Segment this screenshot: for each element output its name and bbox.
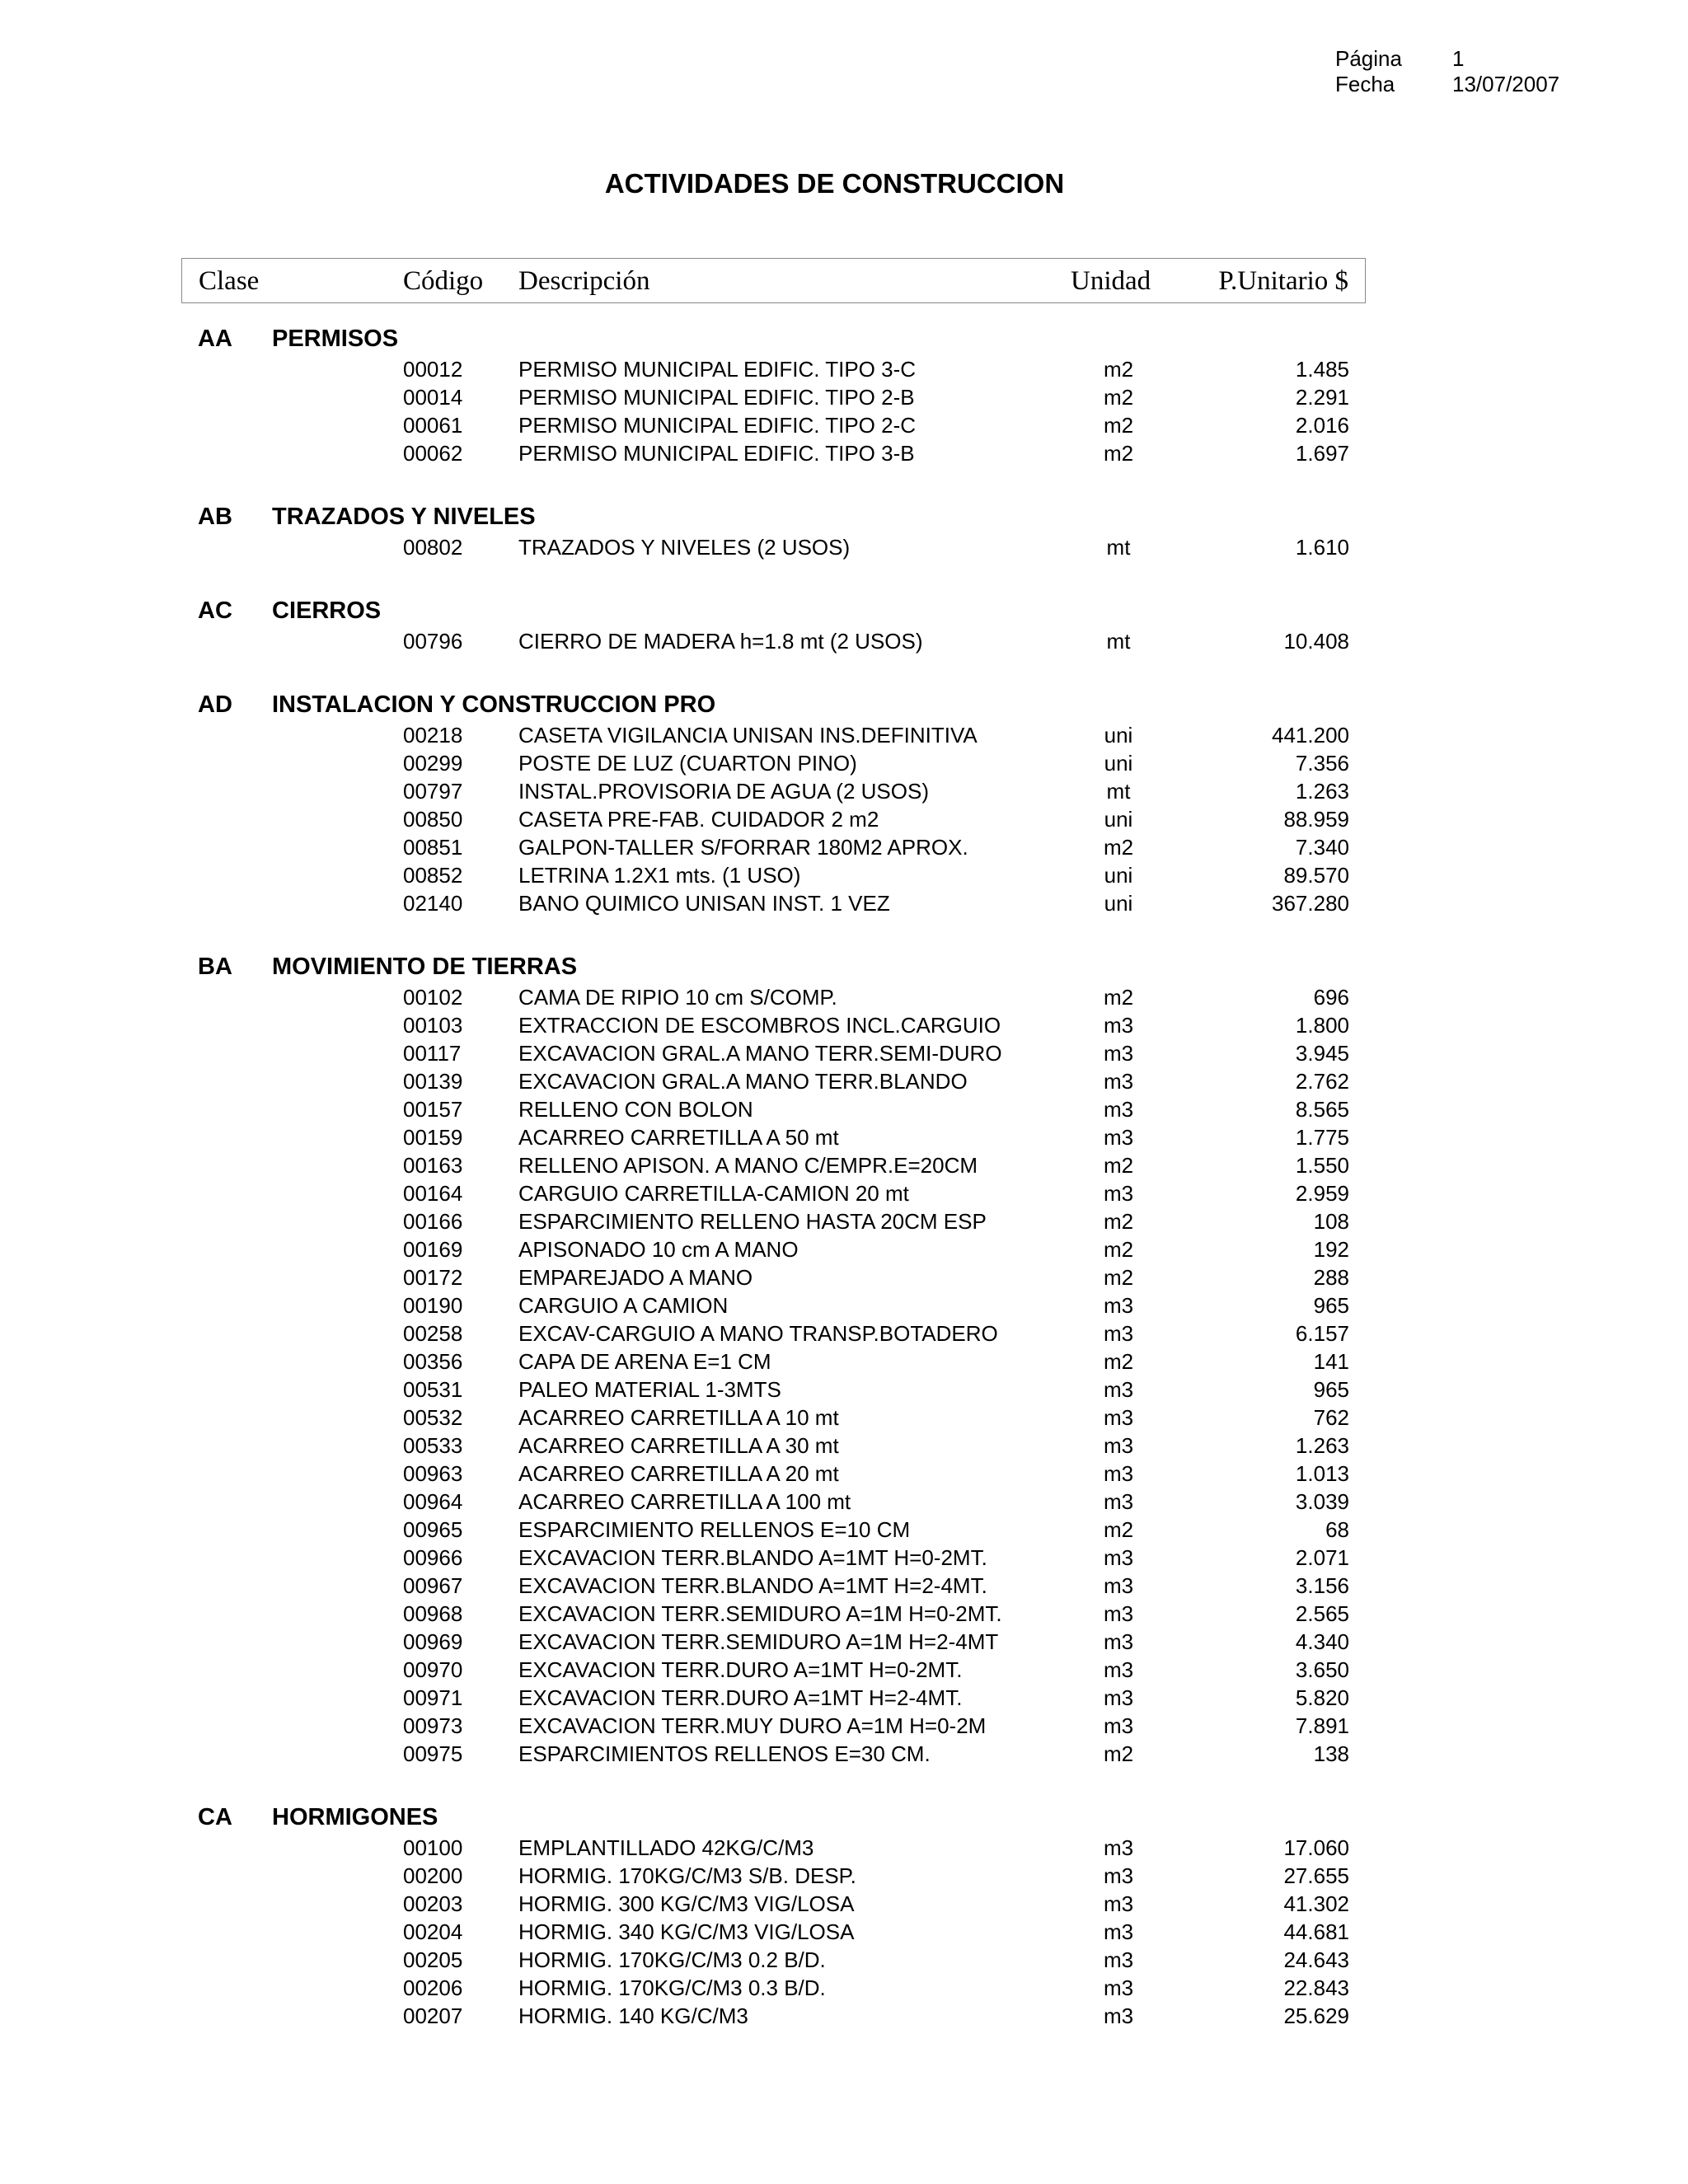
activity-unit: m2: [1103, 985, 1134, 1010]
activity-unit: m3: [1103, 1713, 1134, 1738]
activity-row: [0, 410, 1688, 438]
activity-price: 4.340: [1295, 1629, 1349, 1654]
page-title: ACTIVIDADES DE CONSTRUCCION: [604, 168, 1065, 199]
activity-code: 00218: [403, 723, 463, 748]
activity-description: LETRINA 1.2X1 mts. (1 USO): [518, 863, 801, 888]
activity-description: EMPLANTILLADO 42KG/C/M3: [518, 1835, 814, 1860]
activity-description: HORMIG. 170KG/C/M3 S/B. DESP.: [518, 1863, 856, 1888]
activity-unit: m3: [1103, 1125, 1134, 1150]
activity-row: [0, 1487, 1688, 1515]
activity-row: [0, 1861, 1688, 1889]
activity-unit: m2: [1103, 1349, 1134, 1374]
activity-price: 88.959: [1283, 807, 1349, 832]
activity-code: 00356: [403, 1349, 463, 1374]
activity-unit: m2: [1103, 1209, 1134, 1234]
activity-description: BANO QUIMICO UNISAN INST. 1 VEZ: [518, 891, 890, 916]
activity-row: [0, 1235, 1688, 1263]
activity-description: CARGUIO A CAMION: [518, 1293, 729, 1318]
activity-price: 2.959: [1295, 1181, 1349, 1206]
activity-price: 6.157: [1295, 1321, 1349, 1346]
activity-price: 108: [1313, 1209, 1349, 1234]
activity-row: [0, 720, 1688, 748]
activity-price: 41.302: [1283, 1891, 1349, 1916]
activity-code: 00166: [403, 1209, 463, 1234]
activity-row: [0, 1094, 1688, 1122]
activity-unit: m3: [1103, 2004, 1134, 2028]
activity-code: 00850: [403, 807, 463, 832]
activity-row: [0, 804, 1688, 832]
activity-price: 762: [1313, 1405, 1349, 1430]
activity-row: [0, 1319, 1688, 1347]
section-spacer: [0, 466, 1688, 499]
activity-row: [0, 1889, 1688, 1917]
activity-row: [0, 1263, 1688, 1291]
col-descripcion: Descripción: [518, 266, 650, 296]
activity-row: [0, 1515, 1688, 1543]
activity-description: PERMISO MUNICIPAL EDIFIC. TIPO 2-B: [518, 385, 915, 410]
activity-price: 138: [1313, 1741, 1349, 1766]
activity-unit: m3: [1103, 1629, 1134, 1654]
activity-price: 2.565: [1295, 1601, 1349, 1626]
activity-code: 00968: [403, 1601, 463, 1626]
section-spacer: [0, 560, 1688, 593]
activity-price: 1.610: [1295, 535, 1349, 560]
activity-code: 00102: [403, 985, 463, 1010]
activity-unit: m3: [1103, 1919, 1134, 1944]
activity-code: 00967: [403, 1573, 463, 1598]
activity-description: HORMIG. 140 KG/C/M3: [518, 2004, 748, 2028]
activity-unit: m3: [1103, 1863, 1134, 1888]
activity-unit: m3: [1103, 1377, 1134, 1402]
activity-price: 68: [1325, 1517, 1349, 1542]
activity-description: CASETA VIGILANCIA UNISAN INS.DEFINITIVA: [518, 723, 978, 748]
activity-unit: m3: [1103, 1545, 1134, 1570]
activity-row: [0, 982, 1688, 1010]
activity-price: 2.071: [1295, 1545, 1349, 1570]
activity-price: 1.485: [1295, 357, 1349, 382]
activity-code: 00190: [403, 1293, 463, 1318]
activity-description: EXCAVACION GRAL.A MANO TERR.BLANDO: [518, 1069, 968, 1094]
activity-description: CIERRO DE MADERA h=1.8 mt (2 USOS): [518, 629, 923, 654]
activity-description: PERMISO MUNICIPAL EDIFIC. TIPO 3-B: [518, 441, 915, 466]
activity-row: [0, 748, 1688, 776]
section-spacer: [0, 916, 1688, 949]
activity-price: 3.945: [1295, 1041, 1349, 1066]
activity-unit: m3: [1103, 1573, 1134, 1598]
activities-list: [0, 321, 1688, 2029]
activity-row: [0, 438, 1688, 466]
activity-price: 1.013: [1295, 1461, 1349, 1486]
activity-description: EXCAVACION TERR.DURO A=1MT H=2-4MT.: [518, 1685, 963, 1710]
activity-description: GALPON-TALLER S/FORRAR 180M2 APROX.: [518, 835, 968, 860]
activity-unit: uni: [1104, 863, 1133, 888]
activity-row: [0, 888, 1688, 916]
section-ad: [0, 687, 1688, 949]
activity-price: 24.643: [1283, 1947, 1349, 1972]
activity-row: [0, 532, 1688, 560]
section-ac: [0, 593, 1688, 687]
activity-code: 00207: [403, 2004, 463, 2028]
activity-price: 27.655: [1283, 1863, 1349, 1888]
activity-code: 00200: [403, 1863, 463, 1888]
section-ca: [0, 1800, 1688, 2029]
activity-price: 1.800: [1295, 1013, 1349, 1038]
activity-price: 5.820: [1295, 1685, 1349, 1710]
date-label: Fecha: [1335, 72, 1395, 96]
activity-code: 00100: [403, 1835, 463, 1860]
activity-row: [0, 1571, 1688, 1599]
activity-row: [0, 1711, 1688, 1739]
activity-row: [0, 2001, 1688, 2029]
activity-unit: m2: [1103, 1265, 1134, 1290]
activity-price: 367.280: [1272, 891, 1349, 916]
section-name: PERMISOS: [272, 326, 399, 352]
activity-unit: m3: [1103, 1461, 1134, 1486]
activity-description: ACARREO CARRETILLA A 10 mt: [518, 1405, 839, 1430]
activity-price: 192: [1313, 1237, 1349, 1262]
activity-description: EXCAVACION TERR.BLANDO A=1MT H=2-4MT.: [518, 1573, 987, 1598]
section-name: CIERROS: [272, 598, 382, 624]
activity-description: ACARREO CARRETILLA A 50 mt: [518, 1125, 839, 1150]
activity-description: CARGUIO CARRETILLA-CAMION 20 mt: [518, 1181, 909, 1206]
activity-row: [0, 860, 1688, 888]
activity-unit: m3: [1103, 1013, 1134, 1038]
activity-row: [0, 1627, 1688, 1655]
activity-code: 00796: [403, 629, 463, 654]
activity-row: [0, 354, 1688, 382]
activity-description: EXCAVACION TERR.MUY DURO A=1M H=0-2M: [518, 1713, 987, 1738]
activity-price: 22.843: [1283, 1975, 1349, 2000]
activity-code: 00964: [403, 1489, 463, 1514]
activity-unit: m2: [1103, 1153, 1134, 1178]
activity-code: 00117: [403, 1041, 462, 1066]
activity-price: 3.156: [1295, 1573, 1349, 1598]
activity-code: 00103: [403, 1013, 463, 1038]
activity-description: PERMISO MUNICIPAL EDIFIC. TIPO 2-C: [518, 413, 917, 438]
activity-row: [0, 626, 1688, 654]
activity-code: 00139: [403, 1069, 463, 1094]
activity-description: ESPARCIMIENTO RELLENO HASTA 20CM ESP: [518, 1209, 987, 1234]
activity-code: 00157: [403, 1097, 463, 1122]
activity-row: [0, 1599, 1688, 1627]
activity-code: 00014: [403, 385, 463, 410]
activity-row: [0, 1431, 1688, 1459]
activity-code: 00969: [403, 1629, 463, 1654]
activity-row: [0, 1038, 1688, 1066]
activity-code: 00172: [403, 1265, 463, 1290]
activity-unit: m3: [1103, 1069, 1134, 1094]
activity-code: 00970: [403, 1657, 463, 1682]
activity-row: [0, 832, 1688, 860]
activity-code: 00012: [403, 357, 463, 382]
activity-price: 3.039: [1295, 1489, 1349, 1514]
activity-code: 00975: [403, 1741, 463, 1766]
activity-unit: mt: [1106, 779, 1131, 804]
activity-row: [0, 1543, 1688, 1571]
section-name: INSTALACION Y CONSTRUCCION PRO: [272, 691, 716, 718]
activity-unit: m2: [1103, 413, 1134, 438]
activity-description: APISONADO 10 cm A MANO: [518, 1237, 799, 1262]
activity-price: 7.891: [1295, 1713, 1349, 1738]
activity-description: ACARREO CARRETILLA A 20 mt: [518, 1461, 839, 1486]
activity-code: 00205: [403, 1947, 463, 1972]
activity-unit: mt: [1106, 535, 1131, 560]
activity-code: 00532: [403, 1405, 463, 1430]
activity-description: EXCAVACION TERR.BLANDO A=1MT H=0-2MT.: [518, 1545, 987, 1570]
activity-row: [0, 1066, 1688, 1094]
activity-description: ESPARCIMIENTO RELLENOS E=10 CM: [518, 1517, 911, 1542]
activity-row: [0, 1122, 1688, 1151]
activity-row: [0, 776, 1688, 804]
activity-price: 25.629: [1283, 2004, 1349, 2028]
activity-unit: m3: [1103, 1835, 1134, 1860]
page-meta: [1335, 46, 1559, 97]
section-name: MOVIMIENTO DE TIERRAS: [272, 954, 578, 980]
activity-description: INSTAL.PROVISORIA DE AGUA (2 USOS): [518, 779, 929, 804]
section-ab: [0, 499, 1688, 593]
activity-row: [0, 1655, 1688, 1683]
activity-price: 17.060: [1283, 1835, 1349, 1860]
activity-unit: m2: [1103, 357, 1134, 382]
activity-row: [0, 1683, 1688, 1711]
activity-code: 00204: [403, 1919, 463, 1944]
col-clase: Clase: [199, 266, 260, 296]
activity-description: CAPA DE ARENA E=1 CM: [518, 1349, 771, 1374]
col-precio: P.Unitario $: [1218, 266, 1348, 296]
section-aa: [0, 321, 1688, 499]
section-name: HORMIGONES: [272, 1804, 438, 1830]
activity-description: CASETA PRE-FAB. CUIDADOR 2 m2: [518, 807, 879, 832]
activity-price: 965: [1313, 1293, 1349, 1318]
activity-description: ACARREO CARRETILLA A 100 mt: [518, 1489, 851, 1514]
page-label: Página: [1335, 46, 1402, 71]
activity-unit: m2: [1103, 1237, 1134, 1262]
page-number: 1: [1452, 46, 1465, 71]
activity-code: 00973: [403, 1713, 463, 1738]
activity-unit: uni: [1104, 807, 1133, 832]
activity-price: 1.775: [1295, 1125, 1349, 1150]
activity-code: 00965: [403, 1517, 463, 1542]
activity-row: [0, 1403, 1688, 1431]
activity-price: 696: [1313, 985, 1349, 1010]
activity-unit: m2: [1103, 835, 1134, 860]
activity-price: 7.340: [1295, 835, 1349, 860]
activity-code: 00164: [403, 1181, 463, 1206]
activity-row: [0, 1945, 1688, 1973]
activity-row: [0, 1917, 1688, 1945]
activity-row: [0, 1010, 1688, 1038]
activity-row: [0, 1459, 1688, 1487]
activity-description: RELLENO CON BOLON: [518, 1097, 753, 1122]
activity-unit: m3: [1103, 1489, 1134, 1514]
activity-description: EXTRACCION DE ESCOMBROS INCL.CARGUIO: [518, 1013, 1001, 1038]
section-spacer: [0, 654, 1688, 687]
activity-unit: m3: [1103, 1041, 1134, 1066]
activity-code: 00802: [403, 535, 463, 560]
activity-unit: m3: [1103, 1181, 1134, 1206]
section-spacer: [0, 1767, 1688, 1800]
activity-unit: mt: [1106, 629, 1131, 654]
activity-price: 2.291: [1295, 385, 1349, 410]
activity-price: 8.565: [1295, 1097, 1349, 1122]
activity-description: EXCAVACION TERR.DURO A=1MT H=0-2MT.: [518, 1657, 963, 1682]
activity-row: [0, 1375, 1688, 1403]
activity-price: 1.263: [1295, 779, 1349, 804]
activity-price: 1.697: [1295, 441, 1349, 466]
activity-unit: m3: [1103, 1975, 1134, 2000]
activity-price: 44.681: [1283, 1919, 1349, 1944]
column-header: [181, 258, 1366, 303]
section-header: [0, 499, 1688, 532]
activity-code: 00299: [403, 751, 463, 776]
activity-price: 7.356: [1295, 751, 1349, 776]
activity-unit: m3: [1103, 1433, 1134, 1458]
activity-description: POSTE DE LUZ (CUARTON PINO): [518, 751, 857, 776]
activity-unit: m3: [1103, 1321, 1134, 1346]
activity-unit: m3: [1103, 1685, 1134, 1710]
activity-code: 00169: [403, 1237, 463, 1262]
activity-unit: m3: [1103, 1891, 1134, 1916]
activity-code: 00531: [403, 1377, 463, 1402]
activity-code: 00163: [403, 1153, 463, 1178]
section-code: AC: [198, 598, 232, 624]
section-code: CA: [198, 1804, 232, 1830]
activity-unit: m3: [1103, 1293, 1134, 1318]
activity-description: HORMIG. 340 KG/C/M3 VIG/LOSA: [518, 1919, 855, 1944]
activity-row: [0, 1973, 1688, 2001]
section-code: AB: [198, 504, 232, 530]
activity-unit: uni: [1104, 723, 1133, 748]
section-header: [0, 593, 1688, 626]
activity-row: [0, 1739, 1688, 1767]
activity-price: 288: [1313, 1265, 1349, 1290]
activity-code: 00971: [403, 1685, 463, 1710]
activity-price: 89.570: [1283, 863, 1349, 888]
activity-unit: uni: [1104, 751, 1133, 776]
activity-description: EXCAVACION GRAL.A MANO TERR.SEMI-DURO: [518, 1041, 1002, 1066]
activity-price: 1.263: [1295, 1433, 1349, 1458]
section-code: AA: [198, 326, 232, 352]
section-header: [0, 1800, 1688, 1833]
activity-unit: m2: [1103, 1741, 1134, 1766]
col-codigo: Código: [403, 266, 484, 296]
activity-row: [0, 382, 1688, 410]
activity-unit: m2: [1103, 441, 1134, 466]
activity-unit: m3: [1103, 1405, 1134, 1430]
activity-description: EXCAVACION TERR.SEMIDURO A=1M H=2-4MT: [518, 1629, 999, 1654]
activity-unit: m3: [1103, 1657, 1134, 1682]
activity-description: HORMIG. 170KG/C/M3 0.2 B/D.: [518, 1947, 826, 1972]
activity-description: EMPAREJADO A MANO: [518, 1265, 753, 1290]
activity-row: [0, 1207, 1688, 1235]
section-code: BA: [198, 954, 232, 980]
activity-code: 00966: [403, 1545, 463, 1570]
activity-price: 965: [1313, 1377, 1349, 1402]
activity-price: 141: [1313, 1349, 1349, 1374]
activity-row: [0, 1347, 1688, 1375]
activity-price: 2.762: [1295, 1069, 1349, 1094]
activity-code: 00851: [403, 835, 463, 860]
col-unidad: Unidad: [1071, 266, 1151, 296]
activity-description: RELLENO APISON. A MANO C/EMPR.E=20CM: [518, 1153, 978, 1178]
section-name: TRAZADOS Y NIVELES: [272, 504, 536, 530]
activity-code: 02140: [403, 891, 463, 916]
activity-code: 00963: [403, 1461, 463, 1486]
page-title-wrap: [0, 168, 1688, 199]
activity-code: 00533: [403, 1433, 463, 1458]
activity-code: 00159: [403, 1125, 463, 1150]
activity-price: 1.550: [1295, 1153, 1349, 1178]
activity-code: 00852: [403, 863, 463, 888]
activity-row: [0, 1833, 1688, 1861]
activity-price: 2.016: [1295, 413, 1349, 438]
activity-description: EXCAV-CARGUIO A MANO TRANSP.BOTADERO: [518, 1321, 998, 1346]
activity-price: 10.408: [1283, 629, 1349, 654]
section-ba: [0, 949, 1688, 1800]
activity-code: 00062: [403, 441, 463, 466]
activity-description: HORMIG. 300 KG/C/M3 VIG/LOSA: [518, 1891, 855, 1916]
activity-price: 441.200: [1272, 723, 1349, 748]
activity-unit: m3: [1103, 1601, 1134, 1626]
activity-description: ACARREO CARRETILLA A 30 mt: [518, 1433, 839, 1458]
activity-code: 00797: [403, 779, 463, 804]
activity-description: CAMA DE RIPIO 10 cm S/COMP.: [518, 985, 837, 1010]
activity-code: 00258: [403, 1321, 463, 1346]
section-header: [0, 687, 1688, 720]
activity-description: PERMISO MUNICIPAL EDIFIC. TIPO 3-C: [518, 357, 917, 382]
activity-description: TRAZADOS Y NIVELES (2 USOS): [518, 535, 851, 560]
section-header: [0, 949, 1688, 982]
activity-unit: m2: [1103, 385, 1134, 410]
activity-code: 00203: [403, 1891, 463, 1916]
activity-row: [0, 1179, 1688, 1207]
section-code: AD: [198, 691, 232, 718]
activity-row: [0, 1151, 1688, 1179]
activity-code: 00061: [403, 413, 463, 438]
activity-unit: m3: [1103, 1947, 1134, 1972]
activity-unit: m2: [1103, 1517, 1134, 1542]
activity-description: EXCAVACION TERR.SEMIDURO A=1M H=0-2MT.: [518, 1601, 1002, 1626]
activity-code: 00206: [403, 1975, 463, 2000]
section-header: [0, 321, 1688, 354]
date-value: 13/07/2007: [1452, 72, 1560, 96]
activity-price: 3.650: [1295, 1657, 1349, 1682]
activity-row: [0, 1291, 1688, 1319]
activity-description: HORMIG. 170KG/C/M3 0.3 B/D.: [518, 1975, 826, 2000]
activity-description: PALEO MATERIAL 1-3MTS: [518, 1377, 781, 1402]
activity-unit: m3: [1103, 1097, 1134, 1122]
activity-description: ESPARCIMIENTOS RELLENOS E=30 CM.: [518, 1741, 931, 1766]
activity-unit: uni: [1104, 891, 1133, 916]
